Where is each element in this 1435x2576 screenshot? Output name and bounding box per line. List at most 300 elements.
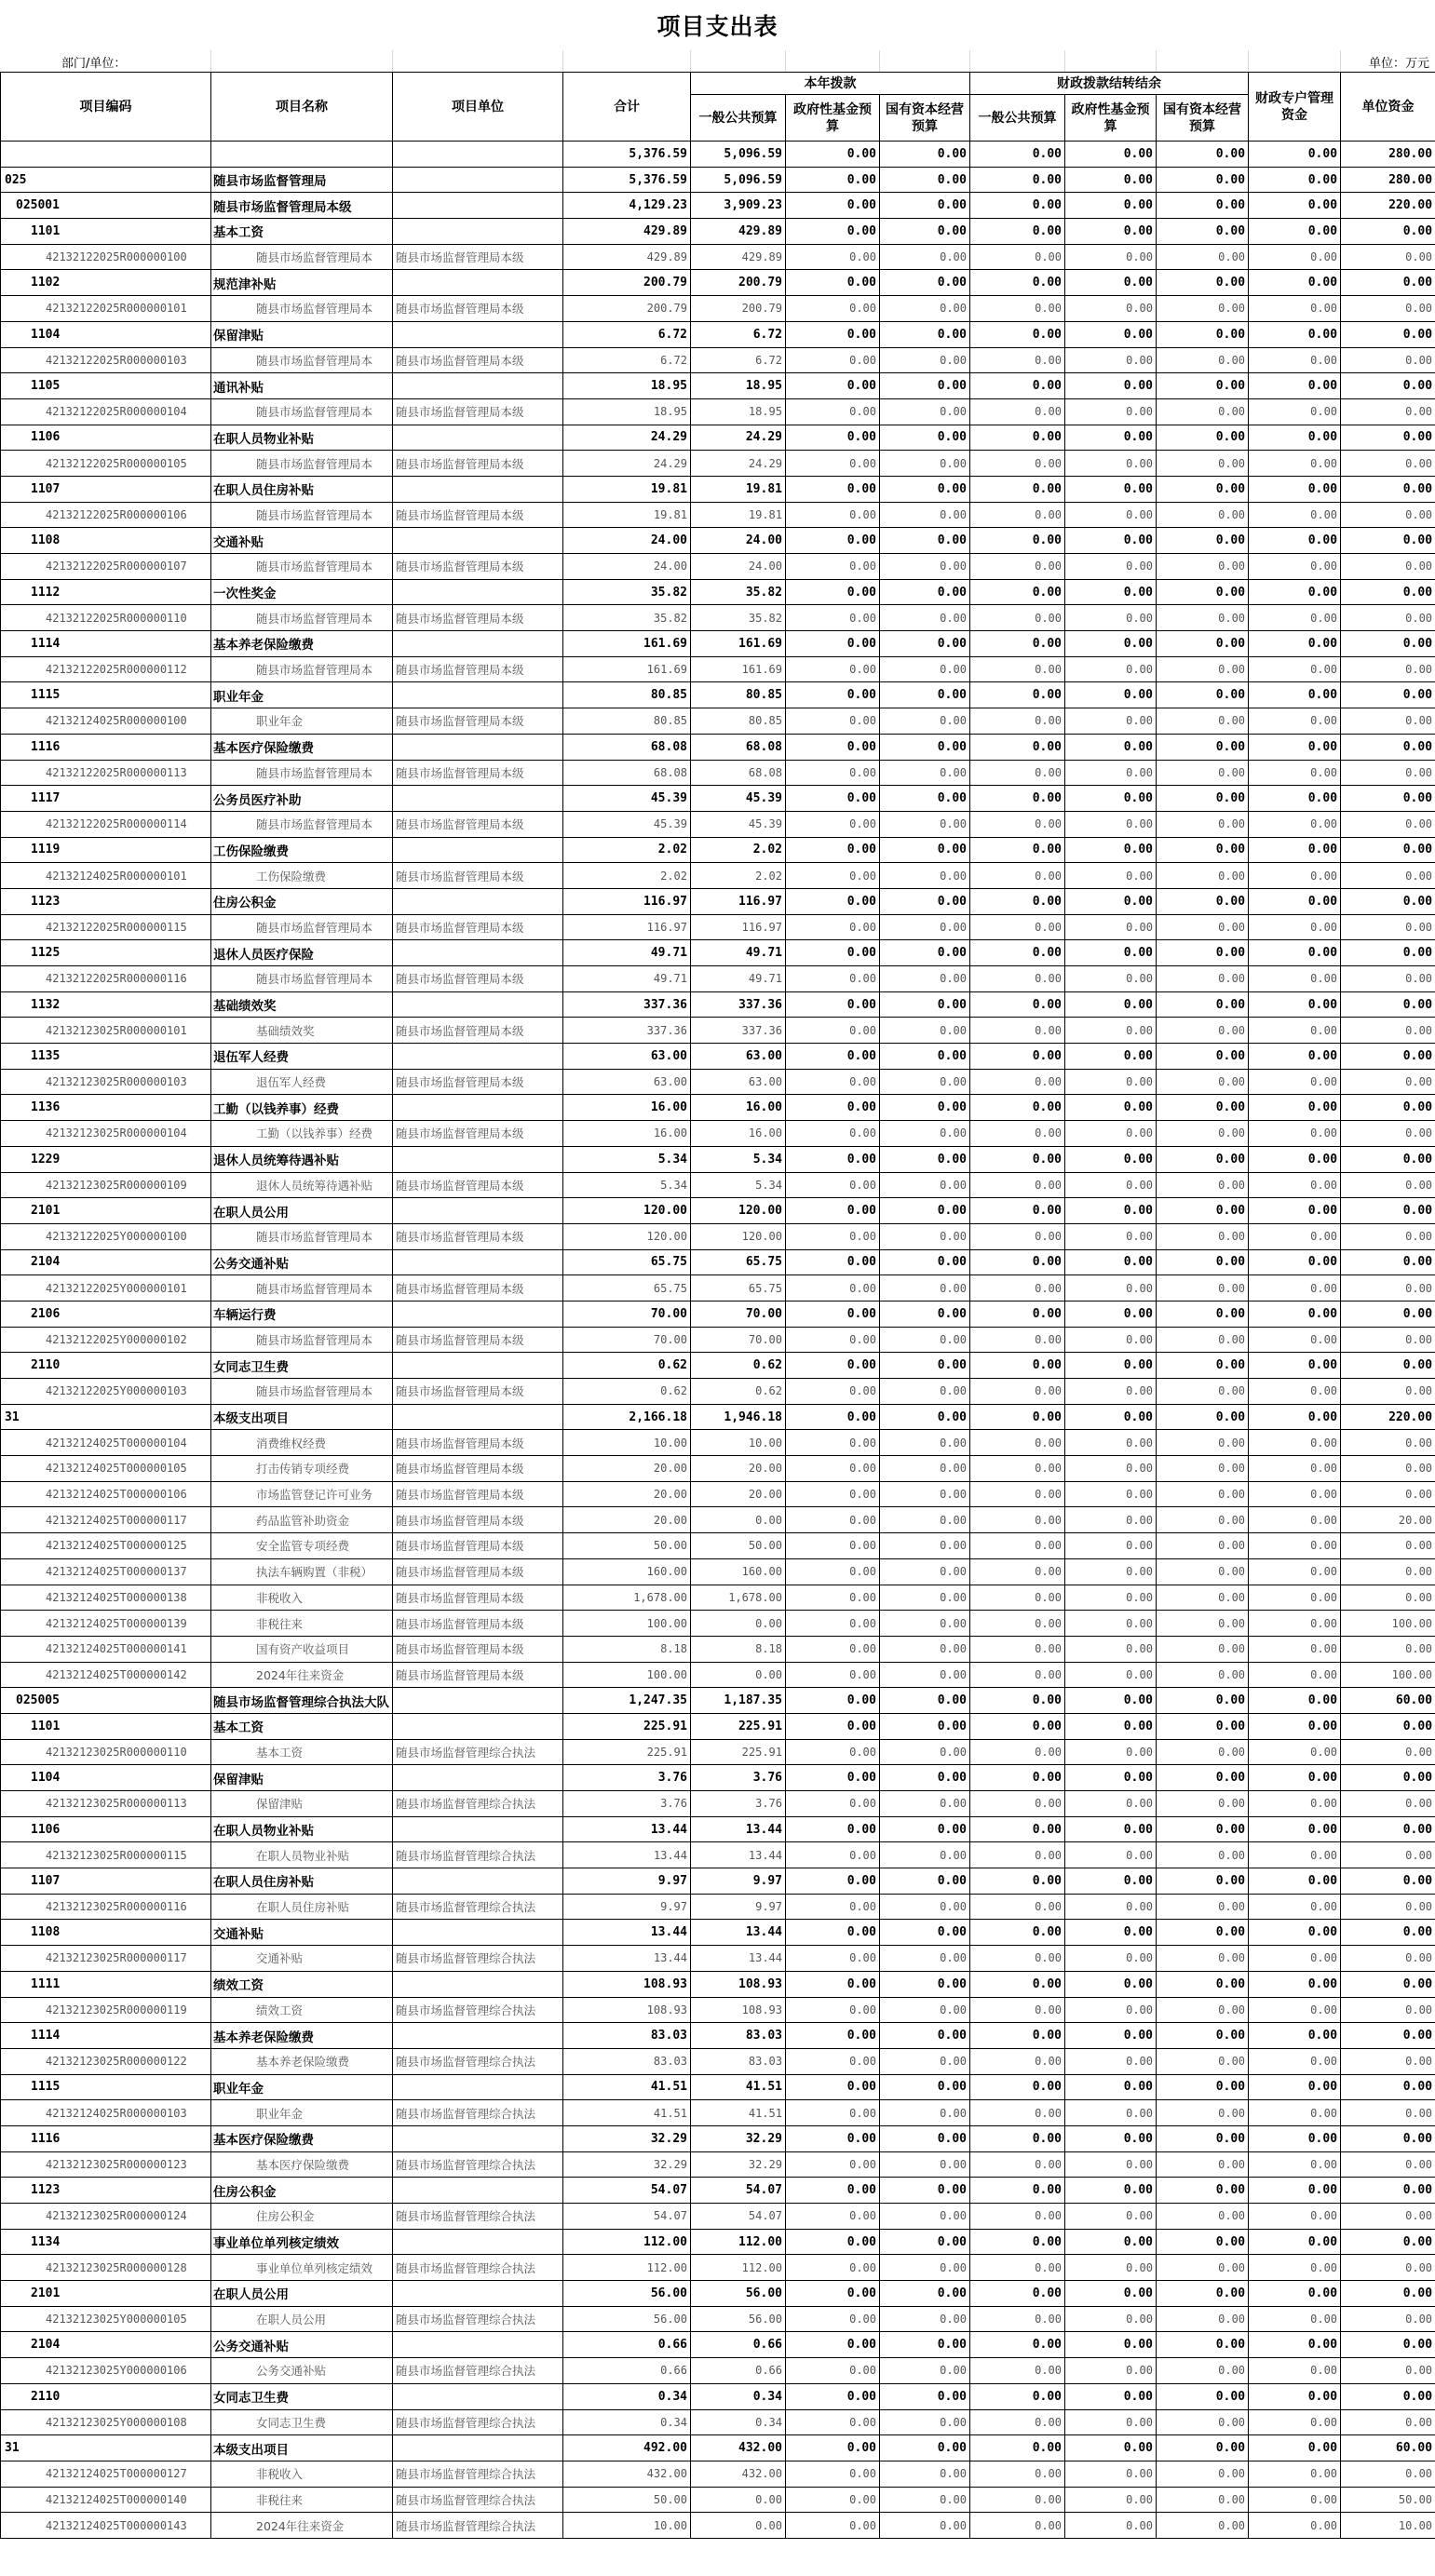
cell-general: 45.39 — [691, 811, 786, 837]
cell-gov-fund: 0.00 — [786, 1044, 880, 1070]
cell-code: 42132123025R000000122 — [1, 2048, 211, 2074]
cell-special: 0.00 — [1249, 167, 1341, 193]
cell-state-capital: 0.00 — [880, 502, 970, 528]
table-row-item — [1, 605, 1435, 631]
cell-special: 0.00 — [1249, 1353, 1341, 1379]
cell-co-gov-fund: 0.00 — [1065, 914, 1157, 940]
table-row-summary — [1, 1971, 1435, 1997]
cell-special: 0.00 — [1249, 2281, 1341, 2307]
cell-unit-fund: 0.00 — [1341, 1920, 1435, 1946]
cell-unit: 随县市场监督管理综合执法 — [393, 2204, 563, 2230]
cell-name: 职业年金 — [211, 2074, 393, 2100]
cell-total: 24.29 — [563, 451, 691, 477]
cell-co-gov-fund: 0.00 — [1065, 1301, 1157, 1327]
cell-name: 随县市场监督管理局本 — [211, 656, 393, 682]
cell-special: 0.00 — [1249, 1018, 1341, 1044]
cell-unit: 随县市场监督管理局本级 — [393, 656, 563, 682]
cell-general: 24.29 — [691, 451, 786, 477]
cell-unit — [393, 940, 563, 966]
cell-co-state-capital: 0.00 — [1157, 321, 1249, 347]
cell-name: 退伍军人经费 — [211, 1069, 393, 1095]
cell-co-gov-fund: 0.00 — [1065, 1223, 1157, 1249]
cell-total: 18.95 — [563, 373, 691, 399]
cell-total: 160.00 — [563, 1558, 691, 1585]
cell-co-gov-fund: 0.00 — [1065, 2487, 1157, 2513]
cell-name: 打击传销专项经费 — [211, 1456, 393, 1482]
cell-co-general: 0.00 — [970, 321, 1065, 347]
cell-unit-fund: 0.00 — [1341, 347, 1435, 373]
cell-co-gov-fund: 0.00 — [1065, 502, 1157, 528]
cell-gov-fund: 0.00 — [786, 1146, 880, 1172]
cell-total: 116.97 — [563, 888, 691, 914]
cell-co-gov-fund: 0.00 — [1065, 1353, 1157, 1379]
cell-name: 职业年金 — [211, 2100, 393, 2126]
table-row-summary — [1, 1868, 1435, 1895]
cell-state-capital: 0.00 — [880, 1533, 970, 1559]
cell-co-gov-fund: 0.00 — [1065, 1198, 1157, 1224]
cell-unit: 随县市场监督管理局本级 — [393, 1636, 563, 1662]
cell-general: 8.18 — [691, 1636, 786, 1662]
cell-unit — [393, 167, 563, 193]
cell-unit-fund: 0.00 — [1341, 2461, 1435, 2487]
cell-state-capital: 0.00 — [880, 914, 970, 940]
cell-unit-fund: 0.00 — [1341, 786, 1435, 812]
cell-name: 交通补贴 — [211, 1946, 393, 1972]
header-group-current: 本年拨款 — [691, 73, 970, 95]
cell-unit: 随县市场监督管理局本级 — [393, 347, 563, 373]
cell-total: 100.00 — [563, 1611, 691, 1637]
cell-code: 025005 — [1, 1688, 211, 1714]
cell-state-capital: 0.00 — [880, 2100, 970, 2126]
cell-co-state-capital: 0.00 — [1157, 1636, 1249, 1662]
table-row-item — [1, 1121, 1435, 1147]
cell-name: 随县市场监督管理局本 — [211, 451, 393, 477]
cell-state-capital: 0.00 — [880, 2383, 970, 2409]
cell-general: 161.69 — [691, 656, 786, 682]
cell-gov-fund: 0.00 — [786, 1379, 880, 1405]
cell-unit: 随县市场监督管理局本级 — [393, 1069, 563, 1095]
table-row-item — [1, 656, 1435, 682]
cell-special: 0.00 — [1249, 1842, 1341, 1868]
cell-code: 42132123025Y000000106 — [1, 2358, 211, 2384]
cell-special: 0.00 — [1249, 1430, 1341, 1456]
cell-co-state-capital: 0.00 — [1157, 1662, 1249, 1688]
cell-co-general: 0.00 — [970, 1971, 1065, 1997]
cell-name: 退休人员统筹待遇补贴 — [211, 1146, 393, 1172]
cell-special: 0.00 — [1249, 528, 1341, 554]
cell-state-capital: 0.00 — [880, 1353, 970, 1379]
cell-unit-fund: 0.00 — [1341, 1816, 1435, 1842]
table-row-item — [1, 1611, 1435, 1637]
cell-gov-fund: 0.00 — [786, 605, 880, 631]
cell-name: 公务员医疗补助 — [211, 786, 393, 812]
table-row-summary — [1, 2074, 1435, 2100]
cell-state-capital: 0.00 — [880, 1816, 970, 1842]
cell-co-general: 0.00 — [970, 1765, 1065, 1791]
cell-general: 20.00 — [691, 1456, 786, 1482]
cell-general: 429.89 — [691, 219, 786, 245]
table-row-summary — [1, 1198, 1435, 1224]
cell-special: 0.00 — [1249, 1611, 1341, 1637]
cell-co-state-capital: 0.00 — [1157, 270, 1249, 296]
cell-total: 68.08 — [563, 734, 691, 760]
cell-unit — [393, 1249, 563, 1275]
cell-state-capital: 0.00 — [880, 1121, 970, 1147]
cell-unit-fund: 0.00 — [1341, 1765, 1435, 1791]
cell-co-gov-fund: 0.00 — [1065, 1585, 1157, 1611]
cell-total: 50.00 — [563, 2487, 691, 2513]
cell-special: 0.00 — [1249, 2023, 1341, 2049]
cell-gov-fund: 0.00 — [786, 398, 880, 425]
table-row-item — [1, 1558, 1435, 1585]
table-row-summary — [1, 2023, 1435, 2049]
cell-name: 公务交通补贴 — [211, 2358, 393, 2384]
cell-total: 13.44 — [563, 1816, 691, 1842]
cell-name: 职业年金 — [211, 682, 393, 708]
cell-gov-fund: 0.00 — [786, 1353, 880, 1379]
cell-unit-fund: 0.00 — [1341, 708, 1435, 735]
table-row-item — [1, 451, 1435, 477]
cell-gov-fund: 0.00 — [786, 1533, 880, 1559]
cell-state-capital: 0.00 — [880, 1275, 970, 1301]
cell-gov-fund: 0.00 — [786, 708, 880, 735]
cell-gov-fund: 0.00 — [786, 347, 880, 373]
cell-total: 20.00 — [563, 1456, 691, 1482]
cell-name: 通讯补贴 — [211, 373, 393, 399]
cell-unit — [393, 1713, 563, 1739]
cell-code: 42132123025R000000124 — [1, 2204, 211, 2230]
table-body — [1, 142, 1435, 2539]
cell-name: 2024年往来资金 — [211, 1662, 393, 1688]
cell-co-gov-fund: 0.00 — [1065, 1146, 1157, 1172]
cell-general: 35.82 — [691, 605, 786, 631]
cell-total: 100.00 — [563, 1662, 691, 1688]
cell-co-state-capital: 0.00 — [1157, 1920, 1249, 1946]
cell-general: 0.34 — [691, 2409, 786, 2435]
cell-code: 1107 — [1, 476, 211, 502]
cell-co-state-capital: 0.00 — [1157, 2383, 1249, 2409]
cell-co-gov-fund: 0.00 — [1065, 2358, 1157, 2384]
cell-special: 0.00 — [1249, 270, 1341, 296]
table-row-item — [1, 347, 1435, 373]
cell-state-capital: 0.00 — [880, 1611, 970, 1637]
cell-co-gov-fund: 0.00 — [1065, 1739, 1157, 1765]
cell-code: 1136 — [1, 1095, 211, 1121]
table-row-summary — [1, 1146, 1435, 1172]
cell-co-gov-fund: 0.00 — [1065, 270, 1157, 296]
cell-gov-fund: 0.00 — [786, 2306, 880, 2332]
cell-general: 1,678.00 — [691, 1585, 786, 1611]
cell-unit-fund: 0.00 — [1341, 476, 1435, 502]
table-row-item — [1, 2255, 1435, 2281]
cell-co-state-capital: 0.00 — [1157, 1223, 1249, 1249]
table-row-item — [1, 2151, 1435, 2178]
cell-co-gov-fund: 0.00 — [1065, 1997, 1157, 2023]
table-row-item — [1, 1223, 1435, 1249]
cell-co-general: 0.00 — [970, 398, 1065, 425]
cell-total: 1,247.35 — [563, 1688, 691, 1714]
cell-name: 一次性奖金 — [211, 579, 393, 605]
cell-co-state-capital: 0.00 — [1157, 244, 1249, 270]
cell-unit — [393, 579, 563, 605]
cell-co-gov-fund: 0.00 — [1065, 1894, 1157, 1920]
cell-co-general: 0.00 — [970, 1353, 1065, 1379]
cell-co-state-capital: 0.00 — [1157, 1894, 1249, 1920]
cell-general: 20.00 — [691, 1481, 786, 1507]
table-row-item — [1, 2513, 1435, 2539]
cell-special: 0.00 — [1249, 1275, 1341, 1301]
cell-gov-fund: 0.00 — [786, 2332, 880, 2358]
cell-total: 19.81 — [563, 476, 691, 502]
cell-co-general: 0.00 — [970, 940, 1065, 966]
cell-co-gov-fund: 0.00 — [1065, 219, 1157, 245]
cell-name: 保留津贴 — [211, 1765, 393, 1791]
cell-total: 35.82 — [563, 579, 691, 605]
cell-general: 24.00 — [691, 554, 786, 580]
cell-code: 42132123025R000000128 — [1, 2255, 211, 2281]
cell-unit: 随县市场监督管理综合执法 — [393, 2048, 563, 2074]
cell-co-state-capital: 0.00 — [1157, 863, 1249, 889]
cell-co-state-capital: 0.00 — [1157, 398, 1249, 425]
cell-name: 住房公积金 — [211, 888, 393, 914]
cell-gov-fund: 0.00 — [786, 1069, 880, 1095]
cell-code: 42132124025T000000141 — [1, 1636, 211, 1662]
cell-gov-fund: 0.00 — [786, 991, 880, 1018]
cell-state-capital: 0.00 — [880, 786, 970, 812]
cell-co-state-capital: 0.00 — [1157, 2100, 1249, 2126]
cell-total: 70.00 — [563, 1301, 691, 1327]
cell-general: 13.44 — [691, 1946, 786, 1972]
cell-gov-fund: 0.00 — [786, 244, 880, 270]
cell-co-gov-fund: 0.00 — [1065, 1765, 1157, 1791]
cell-state-capital: 0.00 — [880, 2435, 970, 2461]
cell-gov-fund: 0.00 — [786, 2074, 880, 2100]
cell-unit-fund: 0.00 — [1341, 1894, 1435, 1920]
cell-gov-fund: 0.00 — [786, 837, 880, 863]
cell-unit: 随县市场监督管理综合执法 — [393, 1842, 563, 1868]
cell-unit-fund: 0.00 — [1341, 1249, 1435, 1275]
cell-general: 65.75 — [691, 1249, 786, 1275]
cell-co-state-capital: 0.00 — [1157, 142, 1249, 168]
cell-special: 0.00 — [1249, 1121, 1341, 1147]
cell-name: 基本医疗保险缴费 — [211, 2151, 393, 2178]
cell-code: 42132122025Y000000101 — [1, 1275, 211, 1301]
table-row-item — [1, 1894, 1435, 1920]
cell-unit: 随县市场监督管理局本级 — [393, 296, 563, 322]
cell-co-general: 0.00 — [970, 2358, 1065, 2384]
cell-unit-fund: 50.00 — [1341, 2487, 1435, 2513]
cell-special: 0.00 — [1249, 244, 1341, 270]
cell-general: 63.00 — [691, 1069, 786, 1095]
cell-code: 1134 — [1, 2229, 211, 2255]
cell-co-state-capital: 0.00 — [1157, 296, 1249, 322]
cell-general: 41.51 — [691, 2074, 786, 2100]
cell-name: 随县市场监督管理局 — [211, 167, 393, 193]
cell-state-capital: 0.00 — [880, 2409, 970, 2435]
cell-name: 国有资产收益项目 — [211, 1636, 393, 1662]
cell-name: 市场监管登记许可业务 — [211, 1481, 393, 1507]
cell-name: 随县市场监督管理综合执法大队 — [211, 1688, 393, 1714]
cell-gov-fund: 0.00 — [786, 2125, 880, 2151]
cell-state-capital: 0.00 — [880, 1842, 970, 1868]
cell-general: 50.00 — [691, 1533, 786, 1559]
cell-special: 0.00 — [1249, 2229, 1341, 2255]
cell-co-gov-fund: 0.00 — [1065, 888, 1157, 914]
cell-code: 42132123025R000000104 — [1, 1121, 211, 1147]
cell-unit-fund: 0.00 — [1341, 888, 1435, 914]
cell-general: 16.00 — [691, 1095, 786, 1121]
cell-name: 在职人员公用 — [211, 1198, 393, 1224]
cell-special: 0.00 — [1249, 1662, 1341, 1688]
cell-unit-fund: 0.00 — [1341, 1739, 1435, 1765]
cell-state-capital: 0.00 — [880, 579, 970, 605]
cell-name: 随县市场监督管理局本 — [211, 760, 393, 786]
cell-co-general: 0.00 — [970, 296, 1065, 322]
cell-unit-fund: 0.00 — [1341, 1146, 1435, 1172]
cell-general: 112.00 — [691, 2255, 786, 2281]
cell-unit: 随县市场监督管理局本级 — [393, 914, 563, 940]
cell-special: 0.00 — [1249, 966, 1341, 992]
cell-code: 1125 — [1, 940, 211, 966]
cell-special: 0.00 — [1249, 1816, 1341, 1842]
cell-co-gov-fund: 0.00 — [1065, 451, 1157, 477]
cell-unit-fund: 0.00 — [1341, 321, 1435, 347]
cell-special: 0.00 — [1249, 1920, 1341, 1946]
cell-unit-fund: 0.00 — [1341, 1172, 1435, 1198]
cell-unit-fund: 0.00 — [1341, 991, 1435, 1018]
cell-co-gov-fund: 0.00 — [1065, 2383, 1157, 2409]
cell-total: 10.00 — [563, 2513, 691, 2539]
cell-co-general: 0.00 — [970, 2178, 1065, 2204]
cell-code: 1114 — [1, 631, 211, 657]
header-total: 合计 — [563, 73, 691, 142]
table-row-item — [1, 554, 1435, 580]
cell-unit: 随县市场监督管理综合执法 — [393, 1739, 563, 1765]
cell-general: 18.95 — [691, 373, 786, 399]
cell-code: 1119 — [1, 837, 211, 863]
cell-unit: 随县市场监督管理局本级 — [393, 1481, 563, 1507]
cell-general: 5.34 — [691, 1146, 786, 1172]
cell-general: 225.91 — [691, 1739, 786, 1765]
cell-gov-fund: 0.00 — [786, 1223, 880, 1249]
cell-unit-fund: 0.00 — [1341, 219, 1435, 245]
cell-code: 1116 — [1, 2125, 211, 2151]
cell-co-gov-fund: 0.00 — [1065, 1121, 1157, 1147]
cell-gov-fund: 0.00 — [786, 682, 880, 708]
cell-unit: 随县市场监督管理综合执法 — [393, 1894, 563, 1920]
cell-total: 20.00 — [563, 1507, 691, 1533]
cell-name: 本级支出项目 — [211, 1404, 393, 1430]
table-row-item — [1, 1739, 1435, 1765]
table-row-item — [1, 1791, 1435, 1817]
cell-co-state-capital: 0.00 — [1157, 1301, 1249, 1327]
cell-unit-fund: 0.00 — [1341, 1430, 1435, 1456]
cell-state-capital: 0.00 — [880, 321, 970, 347]
cell-co-state-capital: 0.00 — [1157, 1430, 1249, 1456]
cell-state-capital: 0.00 — [880, 1868, 970, 1895]
cell-gov-fund: 0.00 — [786, 2204, 880, 2230]
cell-special: 0.00 — [1249, 1765, 1341, 1791]
cell-co-state-capital: 0.00 — [1157, 1481, 1249, 1507]
cell-code: 2104 — [1, 2332, 211, 2358]
cell-state-capital: 0.00 — [880, 1095, 970, 1121]
cell-name: 随县市场监督管理局本 — [211, 1275, 393, 1301]
cell-co-state-capital: 0.00 — [1157, 2306, 1249, 2332]
cell-total: 5.34 — [563, 1146, 691, 1172]
cell-co-gov-fund: 0.00 — [1065, 321, 1157, 347]
cell-co-gov-fund: 0.00 — [1065, 2204, 1157, 2230]
cell-co-gov-fund: 0.00 — [1065, 2409, 1157, 2435]
cell-gov-fund: 0.00 — [786, 2383, 880, 2409]
cell-total: 337.36 — [563, 991, 691, 1018]
cell-unit: 随县市场监督管理局本级 — [393, 1121, 563, 1147]
table-row-summary — [1, 1713, 1435, 1739]
cell-co-state-capital: 0.00 — [1157, 1842, 1249, 1868]
cell-co-general: 0.00 — [970, 1198, 1065, 1224]
cell-state-capital: 0.00 — [880, 244, 970, 270]
cell-total: 56.00 — [563, 2306, 691, 2332]
cell-code: 42132123025R000000113 — [1, 1791, 211, 1817]
cell-unit: 随县市场监督管理综合执法 — [393, 1791, 563, 1817]
cell-co-general: 0.00 — [970, 2461, 1065, 2487]
cell-unit-fund: 0.00 — [1341, 528, 1435, 554]
cell-unit: 随县市场监督管理局本级 — [393, 1172, 563, 1198]
cell-special: 0.00 — [1249, 2204, 1341, 2230]
cell-total: 32.29 — [563, 2125, 691, 2151]
cell-state-capital: 0.00 — [880, 1713, 970, 1739]
cell-gov-fund: 0.00 — [786, 502, 880, 528]
cell-unit-fund: 0.00 — [1341, 1946, 1435, 1972]
cell-special: 0.00 — [1249, 1198, 1341, 1224]
cell-gov-fund: 0.00 — [786, 270, 880, 296]
cell-unit: 随县市场监督管理综合执法 — [393, 2255, 563, 2281]
cell-code: 1106 — [1, 1816, 211, 1842]
cell-gov-fund: 0.00 — [786, 2100, 880, 2126]
cell-general: 32.29 — [691, 2125, 786, 2151]
cell-special: 0.00 — [1249, 398, 1341, 425]
cell-co-gov-fund: 0.00 — [1065, 682, 1157, 708]
cell-name: 在职人员公用 — [211, 2306, 393, 2332]
cell-co-general: 0.00 — [970, 760, 1065, 786]
cell-state-capital: 0.00 — [880, 966, 970, 992]
cell-special: 0.00 — [1249, 605, 1341, 631]
cell-co-gov-fund: 0.00 — [1065, 708, 1157, 735]
cell-gov-fund: 0.00 — [786, 2255, 880, 2281]
cell-general: 116.97 — [691, 914, 786, 940]
cell-co-gov-fund: 0.00 — [1065, 347, 1157, 373]
cell-name: 绩效工资 — [211, 1971, 393, 1997]
cell-gov-fund: 0.00 — [786, 1172, 880, 1198]
cell-unit — [393, 1198, 563, 1224]
table-row-item — [1, 244, 1435, 270]
cell-total: 10.00 — [563, 1430, 691, 1456]
cell-name: 交通补贴 — [211, 528, 393, 554]
cell-co-state-capital: 0.00 — [1157, 1044, 1249, 1070]
cell-co-gov-fund: 0.00 — [1065, 1946, 1157, 1972]
cell-co-gov-fund: 0.00 — [1065, 940, 1157, 966]
cell-general: 120.00 — [691, 1223, 786, 1249]
cell-state-capital: 0.00 — [880, 888, 970, 914]
table-row-item — [1, 760, 1435, 786]
cell-co-state-capital: 0.00 — [1157, 1146, 1249, 1172]
cell-general: 83.03 — [691, 2023, 786, 2049]
cell-unit-fund: 0.00 — [1341, 398, 1435, 425]
cell-unit — [393, 786, 563, 812]
cell-co-state-capital: 0.00 — [1157, 940, 1249, 966]
cell-total: 16.00 — [563, 1095, 691, 1121]
cell-gov-fund: 0.00 — [786, 425, 880, 451]
divider — [210, 50, 211, 72]
